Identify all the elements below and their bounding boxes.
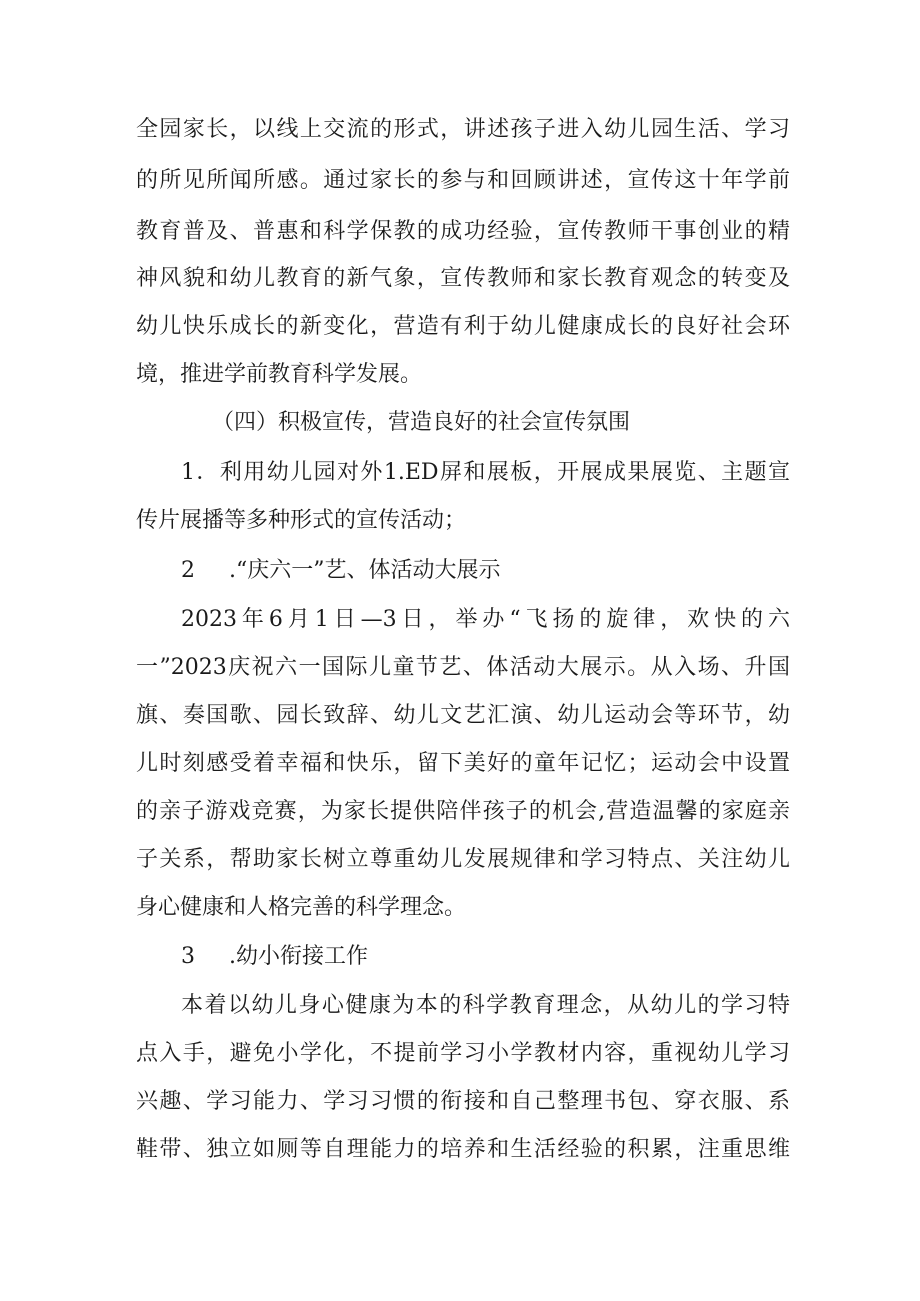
paragraph-line: 本着以幼儿身心健康为本的科学教育理念，从幼儿的学习特	[181, 993, 790, 1018]
paragraph-line: 教育普及、普惠和科学保教的成功经验，宣传教师干事创业的精	[136, 219, 790, 244]
paragraph-line: 幼儿快乐成长的新变化，营造有利于幼儿健康成长的良好社会环	[136, 314, 790, 339]
list-item-2-heading	[181, 548, 790, 594]
list-item-3-heading	[181, 934, 790, 980]
list-number: 2	[181, 558, 195, 583]
paragraph-line: 身心健康和人格完善的科学理念。	[136, 895, 467, 920]
paragraph-line: 的亲子游戏竞赛，为家长提供陪伴孩子的机会,营造温馨的家庭亲	[136, 799, 790, 824]
paragraph-line: 全园家长，以线上交流的形式，讲述孩子进入幼儿园生活、学习	[136, 117, 790, 142]
paragraph-line: 的所见所闻所感。通过家长的参与和回顾讲述，宣传这十年学前	[136, 168, 790, 193]
list-number: 3	[181, 944, 195, 969]
list-item-1-line: 1．利用幼儿园对外1.ED屏和展板，开展成果展览、主题宣	[181, 460, 790, 485]
paragraph-line: 旗、奏国歌、园长致辞、幼儿文艺汇演、幼儿运动会等环节，幼	[136, 703, 790, 728]
paragraph-line: 鞋带、独立如厕等自理能力的培养和生活经验的积累，注重思维	[136, 1137, 790, 1162]
paragraph-line: 境，推进学前教育科学发展。	[136, 362, 423, 387]
list-item-1-line: 传片展播等多种形式的宣传活动；	[136, 508, 467, 533]
section-heading: （四）积极宣传，营造良好的社会宣传氛围	[212, 410, 631, 435]
paragraph-line: 儿时刻感受着幸福和快乐，留下美好的童年记忆；运动会中设置	[136, 751, 790, 776]
paragraph-line: 一”2023庆祝六一国际儿童节艺、体活动大展示。从入场、升国	[136, 655, 790, 680]
paragraph-line: 点入手，避免小学化，不提前学习小学教材内容，重视幼儿学习	[136, 1041, 790, 1066]
list-item-title: .幼小衔接工作	[229, 944, 368, 969]
list-item-title: .“庆六一”艺、体活动大展示	[229, 558, 501, 583]
paragraph-line: 神风貌和幼儿教育的新气象，宣传教师和家长教育观念的转变及	[136, 266, 790, 291]
paragraph-line: 子关系，帮助家长树立尊重幼儿发展规律和学习特点、关注幼儿	[136, 847, 790, 872]
paragraph-line: 兴趣、学习能力、学习习惯的衔接和自己整理书包、穿衣服、系	[136, 1089, 790, 1114]
paragraph-line: 2023年6月1日—3日，举办“飞扬的旋律，欢快的六	[181, 607, 790, 632]
